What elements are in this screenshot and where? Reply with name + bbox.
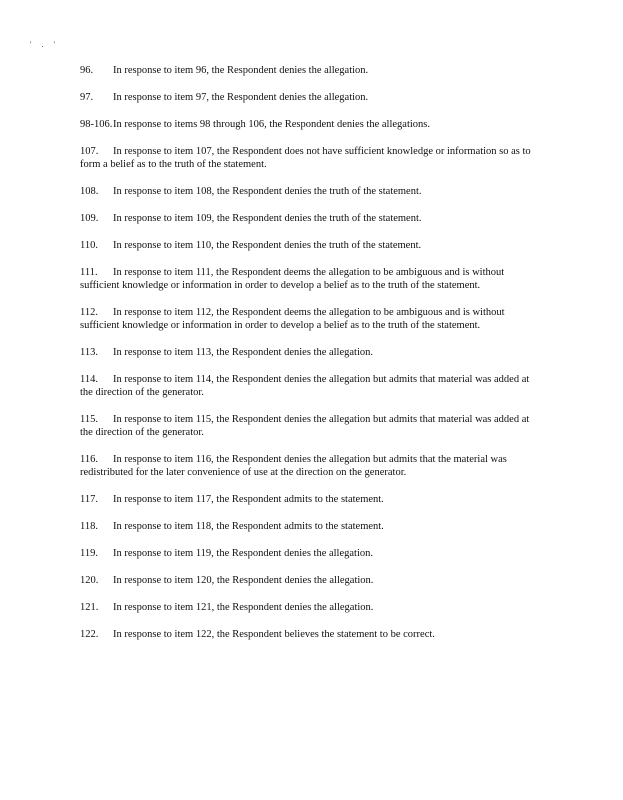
paragraph-number: 110. <box>80 240 98 251</box>
paragraph-98-106 <box>80 118 540 131</box>
paragraph-number: 109. <box>80 213 99 224</box>
paragraph-111 <box>80 266 540 292</box>
paragraph-text: In response to item 121, the Respondent denies the allegation. <box>113 602 374 613</box>
paragraph-number: 117. <box>80 494 98 505</box>
paragraph-text: In response to item 110, the Respondent denies the truth of the statement. <box>113 240 422 251</box>
paragraph-110 <box>80 239 540 252</box>
paragraph-text: In response to item 108, the Respondent denies the truth of the statement. <box>113 186 422 197</box>
paragraph-text: In response to item 119, the Respondent denies the allegation. <box>113 548 374 559</box>
paragraph-number: 98-106. <box>80 119 113 130</box>
paragraph-number: 113. <box>80 347 98 358</box>
paragraph-number: 119. <box>80 548 98 559</box>
paragraph-number: 107. <box>80 146 99 157</box>
paragraph-number: 115. <box>80 414 98 425</box>
paragraph-number: 112. <box>80 307 98 318</box>
paragraph-108 <box>80 185 540 198</box>
paragraph-text: In response to item 111, the Respondent deems the allegation to be ambiguous and is without sufficient knowledge or information in order to develop a belief as to the truth of the statement. <box>80 267 505 291</box>
paragraph-text: In response to item 118, the Respondent admits to the statement. <box>113 521 384 532</box>
paragraph-97 <box>80 91 540 104</box>
paragraph-120 <box>80 574 540 587</box>
paragraph-115 <box>80 413 540 439</box>
paragraph-122 <box>80 628 540 641</box>
paragraph-113 <box>80 346 540 359</box>
paragraph-112 <box>80 306 540 332</box>
paragraph-107 <box>80 145 540 171</box>
paragraph-text: In response to item 113, the Respondent denies the allegation. <box>113 347 374 358</box>
paragraph-text: In response to item 116, the Respondent denies the allegation but admits that the material was redistributed for the later convenience of use at the direction on the generator. <box>80 454 507 478</box>
paragraph-text: In response to item 96, the Respondent denies the allegation. <box>113 65 369 76</box>
paragraph-117 <box>80 493 540 506</box>
paragraph-text: In response to item 109, the Respondent denies the truth of the statement. <box>113 213 422 224</box>
paragraph-number: 96. <box>80 65 94 76</box>
paragraph-text: In response to item 114, the Respondent denies the allegation but admits that material was added at the direction of the generator. <box>80 374 530 398</box>
paragraph-text: In response to item 112, the Respondent deems the allegation to be ambiguous and is without sufficient knowledge or information in order to develop a belief as to the truth of the statement. <box>80 307 505 331</box>
paragraph-text: In response to item 122, the Respondent believes the statement to be correct. <box>113 629 435 640</box>
paragraph-text: In response to item 115, the Respondent denies the allegation but admits that material was added at the direction of the generator. <box>80 414 530 438</box>
paragraph-number: 121. <box>80 602 99 613</box>
paragraph-text: In response to item 117, the Respondent admits to the statement. <box>113 494 384 505</box>
paragraph-number: 122. <box>80 629 99 640</box>
paragraph-121 <box>80 601 540 614</box>
paragraph-109 <box>80 212 540 225</box>
paragraph-96 <box>80 64 540 77</box>
paragraph-116 <box>80 453 540 479</box>
paragraph-text: In response to items 98 through 106, the Respondent denies the allegations. <box>113 119 430 130</box>
paragraph-number: 114. <box>80 374 98 385</box>
document-body <box>80 64 540 655</box>
paragraph-text: In response to item 107, the Respondent does not have sufficient knowledge or information so as to form a belief as to the truth of the statement. <box>80 146 531 170</box>
paragraph-114 <box>80 373 540 399</box>
paragraph-number: 108. <box>80 186 99 197</box>
paragraph-number: 116. <box>80 454 98 465</box>
paragraph-number: 97. <box>80 92 94 103</box>
paragraph-text: In response to item 97, the Respondent denies the allegation. <box>113 92 369 103</box>
paragraph-118 <box>80 520 540 533</box>
paragraph-text: In response to item 120, the Respondent denies the allegation. <box>113 575 374 586</box>
paragraph-number: 120. <box>80 575 99 586</box>
scan-mark: ' . ' <box>30 40 59 49</box>
paragraph-119 <box>80 547 540 560</box>
paragraph-number: 111. <box>80 267 98 278</box>
paragraph-number: 118. <box>80 521 98 532</box>
